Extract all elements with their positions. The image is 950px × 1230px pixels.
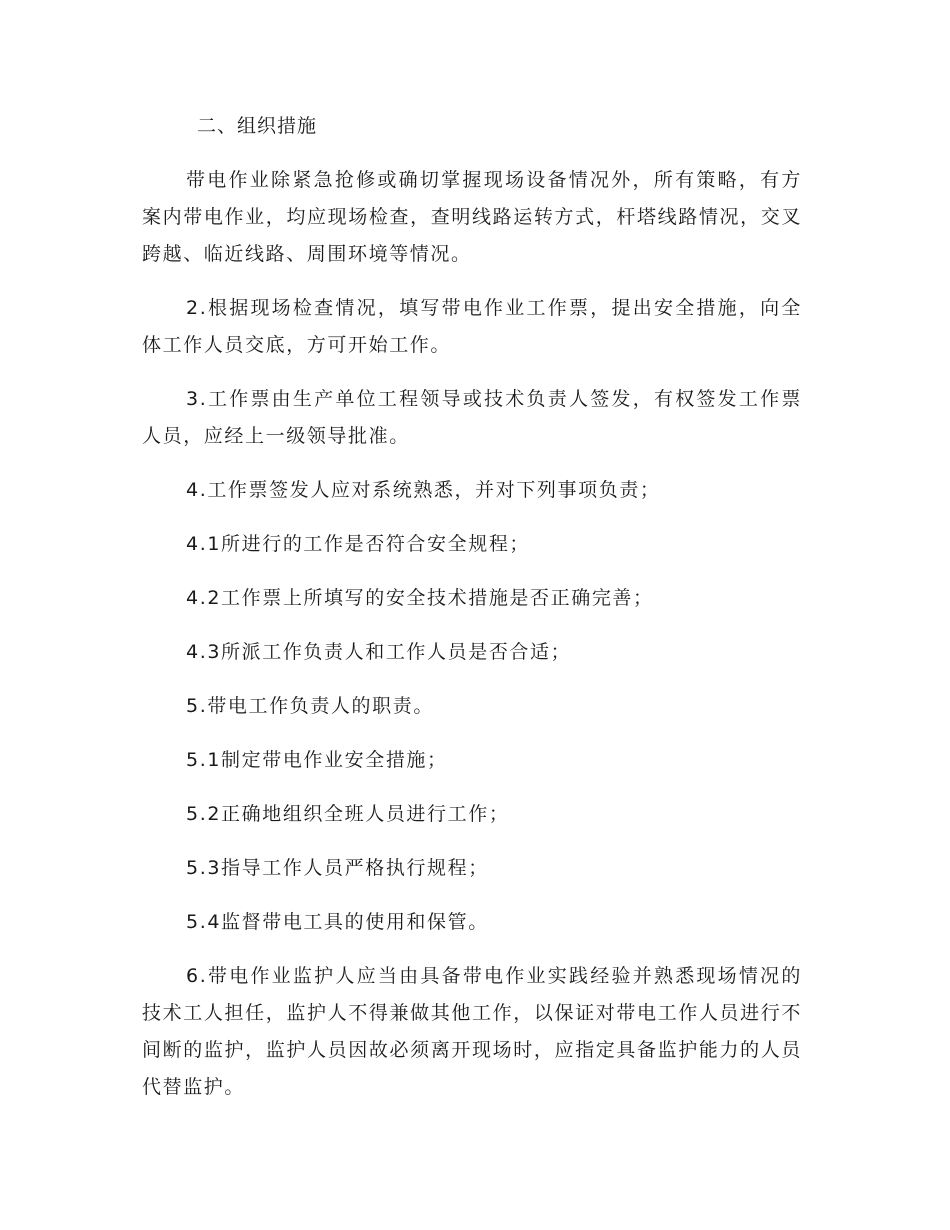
paragraph-item-5-1: 5.1制定带电作业安全措施；	[186, 749, 448, 771]
paragraph-item-4-3: 4.3所派工作负责人和工作人员是否合适；	[186, 641, 572, 663]
section-heading: 二、组织措施	[197, 115, 318, 137]
paragraph-item-3: 3.工作票由生产单位工程领导或技术负责人签发，有权签发工作票人员，应经上一级领导批准。	[142, 388, 802, 447]
paragraph-item-4: 4.工作票签发人应对系统熟悉，并对下列事项负责；	[186, 479, 661, 501]
paragraph-item-4-1: 4.1所进行的工作是否符合安全规程；	[186, 533, 531, 555]
document-body	[142, 108, 802, 1123]
paragraph-item-5-2: 5.2正确地组织全班人员进行工作；	[186, 803, 510, 825]
paragraph-item-5-3: 5.3指导工作人员严格执行规程；	[186, 857, 489, 879]
paragraph-item-5: 5.带电工作负责人的职责。	[186, 695, 434, 717]
paragraph-item-5-4: 5.4监督带电工具的使用和保管。	[186, 911, 489, 933]
paragraph-intro: 带电作业除紧急抢修或确切掌握现场设备情况外，所有策略，有方案内带电作业，均应现场检查，查明线路运转方式，杆塔线路情况，交叉跨越、临近线路、周围环境等情况。	[142, 169, 802, 265]
paragraph-item-4-2: 4.2工作票上所填写的安全技术措施是否正确完善；	[186, 587, 654, 609]
paragraph-item-2: 2.根据现场检查情况，填写带电作业工作票，提出安全措施，向全体工作人员交底，方可开始工作。	[142, 297, 802, 356]
paragraph-item-6: 6.带电作业监护人应当由具备带电作业实践经验并熟悉现场情况的技术工人担任，监护人不得兼做其他工作，以保证对带电工作人员进行不间断的监护，监护人员因故必须离开现场时，应指定具备监护能力的人员代替监护。	[142, 965, 802, 1098]
